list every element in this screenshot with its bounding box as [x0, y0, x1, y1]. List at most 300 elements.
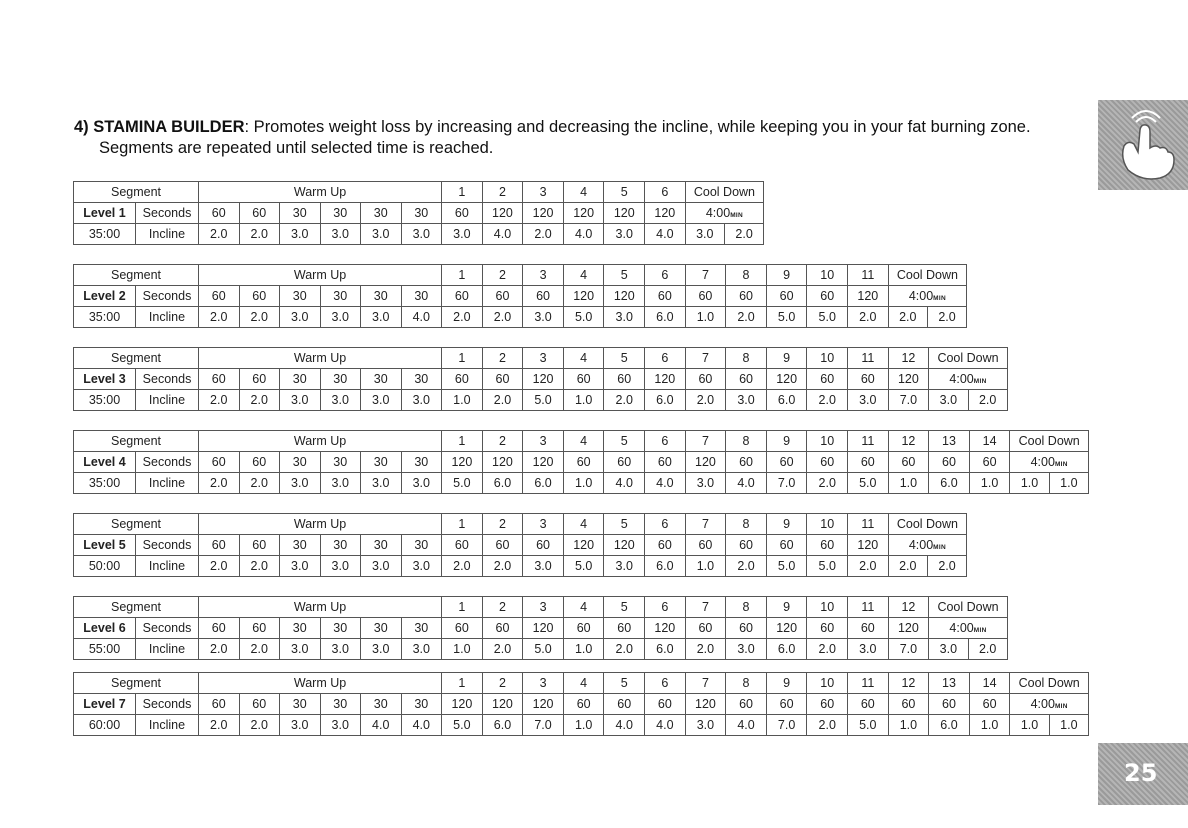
segment-number: 10: [807, 514, 848, 535]
segment-incline: 2.0: [848, 307, 889, 328]
seconds-row: [74, 203, 764, 224]
segment-incline: 5.0: [807, 307, 848, 328]
seconds-row: [74, 694, 1089, 715]
warm-up-seconds: 30: [401, 369, 442, 390]
segment-incline: 2.0: [604, 639, 645, 660]
level-table: [73, 264, 967, 328]
segment-seconds: 60: [604, 694, 645, 715]
min-unit: MIN: [1054, 461, 1068, 468]
segment-label: Segment: [74, 265, 199, 286]
segment-number: 3: [523, 597, 564, 618]
segment-seconds: 60: [604, 452, 645, 473]
seconds-row: [74, 369, 1008, 390]
warm-up-seconds: 30: [361, 694, 402, 715]
segment-incline: 4.0: [645, 473, 686, 494]
cool-down-time: [1010, 694, 1089, 715]
segment-seconds: 120: [645, 203, 686, 224]
warm-up-incline: 3.0: [280, 473, 321, 494]
warm-up-seconds: 30: [361, 535, 402, 556]
segment-number: 14: [969, 431, 1010, 452]
warm-up-seconds: 30: [320, 369, 361, 390]
segment-header-row: [74, 182, 764, 203]
segment-incline: 1.0: [685, 556, 726, 577]
seconds-label: Seconds: [136, 452, 199, 473]
segment-incline: 7.0: [888, 639, 929, 660]
warm-up-seconds: 60: [199, 694, 240, 715]
seconds-label: Seconds: [136, 694, 199, 715]
segment-seconds: 60: [929, 694, 970, 715]
cool-down-time-value: 4:00: [1030, 455, 1055, 469]
segment-number: 10: [807, 673, 848, 694]
warm-up-incline: 2.0: [199, 224, 240, 245]
cool-down-label: Cool Down: [888, 514, 967, 535]
page-number: 25: [1124, 759, 1158, 787]
segment-incline: 2.0: [807, 473, 848, 494]
warm-up-seconds: 30: [280, 618, 321, 639]
segment-number: 10: [807, 597, 848, 618]
cool-down-label: Cool Down: [1010, 673, 1089, 694]
cool-down-label: Cool Down: [685, 182, 764, 203]
warm-up-incline: 3.0: [401, 556, 442, 577]
seconds-row: [74, 452, 1089, 473]
segment-incline: 7.0: [888, 390, 929, 411]
segment-seconds: 120: [766, 618, 807, 639]
level-time: 60:00: [74, 715, 136, 736]
warm-up-seconds: 60: [199, 203, 240, 224]
segment-incline: 2.0: [604, 390, 645, 411]
cool-down-incline: 2.0: [888, 307, 927, 328]
warm-up-label: Warm Up: [199, 597, 442, 618]
level-time: 50:00: [74, 556, 136, 577]
segment-seconds: 120: [604, 286, 645, 307]
segment-seconds: 120: [523, 618, 564, 639]
warm-up-incline: 2.0: [239, 307, 280, 328]
segment-seconds: 60: [888, 694, 929, 715]
segment-seconds: 60: [848, 369, 889, 390]
segment-number: 9: [766, 597, 807, 618]
segment-incline: 2.0: [482, 307, 523, 328]
segment-incline: 4.0: [482, 224, 523, 245]
segment-incline: 2.0: [685, 639, 726, 660]
segment-incline: 1.0: [442, 639, 483, 660]
segment-seconds: 120: [604, 203, 645, 224]
hand-pointer-icon: [1098, 100, 1188, 190]
level-name: Level 1: [74, 203, 136, 224]
segment-seconds: 120: [685, 452, 726, 473]
warm-up-incline: 2.0: [239, 556, 280, 577]
segment-number: 6: [645, 431, 686, 452]
cool-down-time-value: 4:00: [908, 289, 934, 303]
warm-up-seconds: 30: [361, 286, 402, 307]
segment-incline: 3.0: [442, 224, 483, 245]
warm-up-seconds: 30: [401, 535, 442, 556]
segment-number: 2: [482, 514, 523, 535]
warm-up-label: Warm Up: [199, 514, 442, 535]
segment-number: 12: [888, 673, 929, 694]
segment-incline: 3.0: [848, 390, 889, 411]
level-name: Level 2: [74, 286, 136, 307]
warm-up-incline: 3.0: [361, 639, 402, 660]
segment-seconds: 60: [807, 618, 848, 639]
cool-down-time: [1010, 452, 1089, 473]
segment-seconds: 60: [766, 694, 807, 715]
segment-number: 10: [807, 431, 848, 452]
incline-label: Incline: [136, 307, 199, 328]
level-name: Level 6: [74, 618, 136, 639]
cool-down-time: [888, 286, 967, 307]
warm-up-seconds: 60: [199, 618, 240, 639]
segment-seconds: 60: [726, 535, 767, 556]
program-description-line1: : Promotes weight loss by increasing and decreasing the incline, while keeping you in your fat burning zone.: [244, 118, 1031, 136]
warm-up-seconds: 30: [320, 286, 361, 307]
segment-number: 5: [604, 265, 645, 286]
segment-number: 12: [888, 431, 929, 452]
segment-number: 9: [766, 673, 807, 694]
segment-incline: 5.0: [563, 307, 604, 328]
segment-number: 8: [726, 348, 767, 369]
cool-down-incline: 1.0: [1049, 473, 1088, 494]
cool-down-label: Cool Down: [929, 348, 1008, 369]
segment-seconds: 120: [482, 694, 523, 715]
segment-number: 11: [848, 348, 889, 369]
segment-incline: 7.0: [766, 473, 807, 494]
level-time: 35:00: [74, 390, 136, 411]
segment-incline: 4.0: [604, 715, 645, 736]
segment-number: 10: [807, 348, 848, 369]
min-unit: MIN: [973, 627, 987, 634]
warm-up-seconds: 60: [239, 203, 280, 224]
segment-seconds: 120: [563, 203, 604, 224]
segment-incline: 3.0: [726, 390, 767, 411]
segment-number: 8: [726, 514, 767, 535]
segment-number: 10: [807, 265, 848, 286]
warm-up-incline: 2.0: [239, 639, 280, 660]
warm-up-seconds: 60: [239, 618, 280, 639]
segment-seconds: 60: [807, 694, 848, 715]
segment-number: 12: [888, 348, 929, 369]
segment-number: 4: [563, 597, 604, 618]
segment-number: 6: [645, 182, 686, 203]
incline-label: Incline: [136, 715, 199, 736]
segment-incline: 3.0: [685, 473, 726, 494]
warm-up-incline: 3.0: [401, 390, 442, 411]
segment-seconds: 60: [726, 618, 767, 639]
segment-incline: 5.0: [848, 473, 889, 494]
warm-up-incline: 2.0: [199, 307, 240, 328]
segment-seconds: 60: [523, 535, 564, 556]
incline-row: [74, 307, 967, 328]
segment-incline: 5.0: [523, 639, 564, 660]
incline-label: Incline: [136, 224, 199, 245]
segment-seconds: 60: [726, 694, 767, 715]
segment-seconds: 120: [685, 694, 726, 715]
warm-up-seconds: 30: [401, 618, 442, 639]
cool-down-time-value: 4:00: [949, 621, 974, 635]
cool-down-time-value: 4:00: [908, 538, 934, 552]
warm-up-seconds: 30: [320, 452, 361, 473]
seconds-label: Seconds: [136, 203, 199, 224]
warm-up-seconds: 60: [239, 452, 280, 473]
program-heading: [74, 117, 1104, 159]
segment-seconds: 60: [442, 618, 483, 639]
warm-up-incline: 2.0: [199, 390, 240, 411]
incline-label: Incline: [136, 556, 199, 577]
segment-number: 1: [442, 182, 483, 203]
segment-seconds: 120: [766, 369, 807, 390]
segment-seconds: 60: [766, 452, 807, 473]
cool-down-incline: 2.0: [927, 556, 966, 577]
warm-up-incline: 4.0: [361, 715, 402, 736]
segment-seconds: 60: [807, 535, 848, 556]
segment-number: 11: [848, 265, 889, 286]
segment-seconds: 60: [969, 694, 1010, 715]
segment-incline: 2.0: [523, 224, 564, 245]
segment-seconds: 60: [969, 452, 1010, 473]
segment-seconds: 60: [442, 203, 483, 224]
warm-up-seconds: 30: [320, 694, 361, 715]
level-time: 35:00: [74, 224, 136, 245]
warm-up-seconds: 30: [320, 203, 361, 224]
segment-incline: 2.0: [807, 715, 848, 736]
incline-row: [74, 390, 1008, 411]
segment-number: 3: [523, 348, 564, 369]
segment-incline: 3.0: [604, 556, 645, 577]
warm-up-label: Warm Up: [199, 348, 442, 369]
incline-row: [74, 715, 1089, 736]
segment-incline: 3.0: [726, 639, 767, 660]
segment-seconds: 60: [726, 286, 767, 307]
warm-up-seconds: 30: [280, 694, 321, 715]
segment-number: 11: [848, 597, 889, 618]
segment-number: 4: [563, 348, 604, 369]
cool-down-incline: 1.0: [1010, 715, 1049, 736]
segment-seconds: 120: [482, 452, 523, 473]
segment-seconds: 60: [442, 535, 483, 556]
segment-number: 1: [442, 673, 483, 694]
segment-incline: 6.0: [929, 473, 970, 494]
incline-label: Incline: [136, 390, 199, 411]
segment-header-row: [74, 265, 967, 286]
segment-number: 2: [482, 597, 523, 618]
segment-seconds: 60: [848, 452, 889, 473]
warm-up-seconds: 30: [280, 203, 321, 224]
warm-up-incline: 3.0: [401, 224, 442, 245]
cool-down-time-value: 4:00: [705, 206, 731, 220]
program-number: 4): [74, 118, 89, 136]
segment-seconds: 60: [482, 369, 523, 390]
segment-seconds: 60: [766, 286, 807, 307]
segment-incline: 3.0: [523, 307, 564, 328]
warm-up-seconds: 30: [280, 452, 321, 473]
warm-up-seconds: 60: [199, 369, 240, 390]
warm-up-incline: 3.0: [280, 390, 321, 411]
cool-down-incline: 2.0: [888, 556, 927, 577]
warm-up-seconds: 30: [401, 694, 442, 715]
segment-incline: 5.0: [442, 473, 483, 494]
level-table: [73, 672, 1089, 736]
level-time: 35:00: [74, 307, 136, 328]
incline-row: [74, 556, 967, 577]
segment-seconds: 120: [848, 535, 889, 556]
segment-incline: 2.0: [482, 556, 523, 577]
warm-up-incline: 3.0: [361, 556, 402, 577]
segment-incline: 3.0: [523, 556, 564, 577]
seconds-label: Seconds: [136, 369, 199, 390]
level-time: 35:00: [74, 473, 136, 494]
segment-incline: 4.0: [726, 715, 767, 736]
segment-label: Segment: [74, 348, 199, 369]
segment-incline: 1.0: [888, 715, 929, 736]
warm-up-seconds: 30: [280, 535, 321, 556]
segment-incline: 6.0: [645, 307, 686, 328]
page-number-tab: [1098, 743, 1188, 805]
seconds-label: Seconds: [136, 618, 199, 639]
warm-up-seconds: 30: [401, 286, 442, 307]
segment-number: 2: [482, 673, 523, 694]
segment-number: 6: [645, 265, 686, 286]
segment-number: 13: [929, 431, 970, 452]
segment-incline: 1.0: [888, 473, 929, 494]
segment-number: 1: [442, 597, 483, 618]
warm-up-incline: 3.0: [280, 639, 321, 660]
segment-incline: 4.0: [645, 224, 686, 245]
warm-up-incline: 3.0: [280, 715, 321, 736]
level-name: Level 5: [74, 535, 136, 556]
incline-row: [74, 473, 1089, 494]
segment-seconds: 60: [563, 694, 604, 715]
section-tab: [1098, 100, 1188, 190]
segment-number: 4: [563, 265, 604, 286]
segment-incline: 5.0: [563, 556, 604, 577]
warm-up-seconds: 60: [239, 535, 280, 556]
min-unit: MIN: [1054, 703, 1068, 710]
segment-header-row: [74, 514, 967, 535]
cool-down-incline: 1.0: [1049, 715, 1088, 736]
cool-down-incline: 3.0: [929, 390, 968, 411]
cool-down-incline: 2.0: [968, 639, 1007, 660]
incline-row: [74, 224, 764, 245]
segment-incline: 2.0: [442, 307, 483, 328]
segment-incline: 6.0: [482, 715, 523, 736]
cool-down-time-value: 4:00: [949, 372, 974, 386]
segment-number: 3: [523, 431, 564, 452]
level-table: [73, 181, 764, 245]
segment-seconds: 120: [888, 618, 929, 639]
segment-incline: 2.0: [726, 307, 767, 328]
warm-up-incline: 2.0: [239, 715, 280, 736]
segment-number: 7: [685, 431, 726, 452]
segment-incline: 4.0: [726, 473, 767, 494]
cool-down-time: [929, 618, 1008, 639]
segment-label: Segment: [74, 597, 199, 618]
segment-incline: 5.0: [523, 390, 564, 411]
warm-up-seconds: 60: [239, 694, 280, 715]
segment-seconds: 120: [523, 452, 564, 473]
segment-label: Segment: [74, 182, 199, 203]
segment-number: 3: [523, 514, 564, 535]
cool-down-time-value: 4:00: [1030, 697, 1055, 711]
cool-down-time: [888, 535, 967, 556]
segment-number: 1: [442, 348, 483, 369]
level-table: [73, 430, 1089, 494]
segment-seconds: 60: [807, 452, 848, 473]
segment-number: 4: [563, 673, 604, 694]
warm-up-incline: 3.0: [320, 224, 361, 245]
incline-row: [74, 639, 1008, 660]
segment-incline: 3.0: [848, 639, 889, 660]
segment-number: 7: [685, 348, 726, 369]
segment-number: 1: [442, 514, 483, 535]
seconds-row: [74, 535, 967, 556]
warm-up-incline: 3.0: [320, 307, 361, 328]
segment-number: 2: [482, 348, 523, 369]
segment-number: 1: [442, 265, 483, 286]
segment-seconds: 120: [645, 618, 686, 639]
cool-down-incline: 1.0: [1010, 473, 1049, 494]
segment-seconds: 60: [726, 452, 767, 473]
segment-incline: 2.0: [442, 556, 483, 577]
segment-number: 8: [726, 673, 767, 694]
segment-header-row: [74, 673, 1089, 694]
warm-up-incline: 3.0: [280, 307, 321, 328]
segment-incline: 1.0: [563, 390, 604, 411]
segment-seconds: 60: [523, 286, 564, 307]
segment-header-row: [74, 348, 1008, 369]
seconds-label: Seconds: [136, 535, 199, 556]
segment-seconds: 60: [726, 369, 767, 390]
segment-number: 1: [442, 431, 483, 452]
warm-up-seconds: 30: [361, 452, 402, 473]
segment-number: 4: [563, 182, 604, 203]
segment-incline: 5.0: [807, 556, 848, 577]
segment-incline: 2.0: [685, 390, 726, 411]
segment-incline: 1.0: [969, 715, 1010, 736]
segment-seconds: 120: [848, 286, 889, 307]
segment-seconds: 120: [888, 369, 929, 390]
level-name: Level 4: [74, 452, 136, 473]
seconds-row: [74, 618, 1008, 639]
segment-number: 6: [645, 673, 686, 694]
segment-incline: 1.0: [563, 715, 604, 736]
cool-down-incline: 2.0: [724, 224, 763, 245]
cool-down-label: Cool Down: [1010, 431, 1089, 452]
segment-incline: 5.0: [766, 556, 807, 577]
segment-incline: 5.0: [442, 715, 483, 736]
segment-seconds: 60: [888, 452, 929, 473]
segment-incline: 2.0: [726, 556, 767, 577]
segment-number: 12: [888, 597, 929, 618]
seconds-row: [74, 286, 967, 307]
incline-label: Incline: [136, 473, 199, 494]
segment-seconds: 60: [442, 369, 483, 390]
segment-seconds: 60: [685, 618, 726, 639]
segment-seconds: 120: [482, 203, 523, 224]
segment-seconds: 120: [523, 369, 564, 390]
segment-incline: 2.0: [807, 390, 848, 411]
segment-seconds: 60: [645, 694, 686, 715]
segment-number: 5: [604, 182, 645, 203]
segment-number: 6: [645, 514, 686, 535]
segment-number: 6: [645, 597, 686, 618]
warm-up-incline: 3.0: [361, 307, 402, 328]
cool-down-label: Cool Down: [929, 597, 1008, 618]
cool-down-incline: 3.0: [929, 639, 968, 660]
segment-incline: 6.0: [523, 473, 564, 494]
warm-up-seconds: 60: [239, 286, 280, 307]
segment-incline: 2.0: [482, 639, 523, 660]
segment-incline: 7.0: [766, 715, 807, 736]
segment-incline: 1.0: [969, 473, 1010, 494]
